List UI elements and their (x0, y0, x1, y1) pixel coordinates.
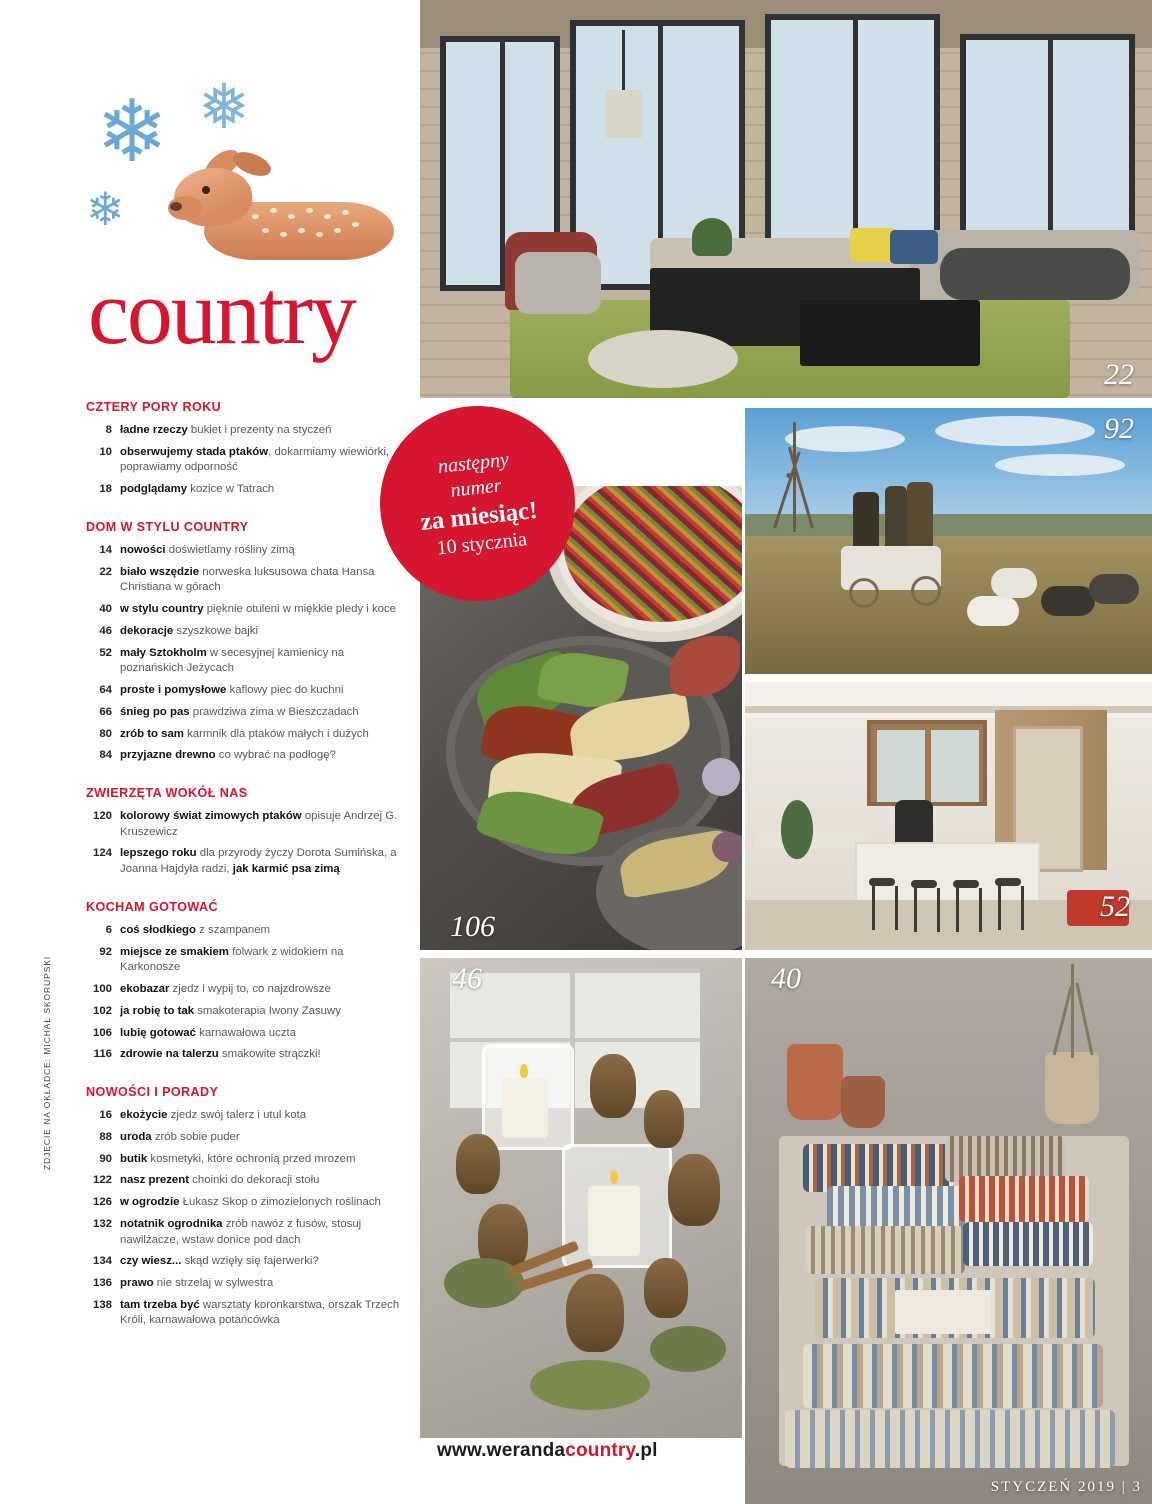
toc-entry-title: dekoracje (120, 624, 174, 637)
toc-entry-desc: zrób sobie puder (151, 1130, 240, 1143)
toc-entry-page: 22 (99, 565, 112, 578)
toc-entry-title: zrób to sam (120, 727, 184, 740)
toc-entry-desc: dla przyrody życzy Dorota Sumińska, a Joanna Hajdyła radzi, (120, 847, 397, 876)
snowflake-icon: ❄ (96, 84, 169, 180)
toc-entry-page: 124 (92, 847, 112, 860)
toc-entry[interactable] (86, 1152, 406, 1168)
toc-section-heading: NOWOŚCI I PORADY (86, 1085, 219, 1100)
toc-entry-desc: z szampanem (195, 923, 271, 936)
toc-entry-text (120, 1152, 406, 1168)
toc-entry[interactable] (86, 982, 406, 998)
toc-entry-title: obserwujemy stada ptaków (120, 445, 269, 458)
toc-entry-desc: skąd wzięły się fajerwerki? (181, 1255, 319, 1268)
toc-entry-text (120, 705, 406, 721)
toc-entry[interactable] (86, 1173, 406, 1189)
toc-entry-desc: nie strzelaj w sylwestra (153, 1276, 274, 1289)
toc-entry-page: 90 (99, 1152, 112, 1165)
snowflake-icon: ❅ (198, 73, 250, 142)
toc-entry-desc: zjedz swój talerz i utul kota (167, 1109, 307, 1122)
toc-entry-title: ładne rzeczy (120, 424, 188, 436)
toc-entry-page: 18 (99, 483, 112, 496)
toc-entry-page: 64 (99, 684, 112, 697)
toc-section (86, 900, 406, 1063)
toc-entry-text (120, 1173, 406, 1189)
toc-entry-title: ekożycie (120, 1109, 168, 1122)
toc-entry-title: ekobazar (120, 983, 170, 996)
toc-entry-page: 116 (93, 1048, 112, 1061)
badge-line-2: numer (449, 474, 503, 502)
toc-entry-desc: karmnik dla ptaków małych i dużych (183, 727, 369, 740)
toc-entry[interactable] (86, 1026, 406, 1042)
toc-entry-title: uroda (120, 1130, 152, 1143)
toc-entry-text (120, 1026, 406, 1042)
toc-entry-text (120, 727, 406, 743)
toc-entry[interactable] (86, 543, 406, 559)
toc-entry-title: czy wiesz... (120, 1255, 182, 1268)
toc-entry-desc: smakoterapia Iwony Zasuwy (194, 1004, 341, 1017)
page-number-46: 46 (452, 962, 482, 995)
website-url-highlight: country (565, 1440, 635, 1461)
toc-entry-page: 126 (92, 1196, 112, 1209)
toc-entry-desc: karnawałowa uczta (195, 1026, 296, 1039)
cover-photo-credit: ZDJĘCIE NA OKŁADCE: MICHAŁ SKORUPSKI (42, 955, 52, 1170)
toc-entry-title: lubię gotować (120, 1026, 196, 1039)
table-of-contents (86, 400, 406, 1351)
toc-entry-title: coś słodkiego (120, 923, 196, 936)
toc-section-heading: DOM W STYLU COUNTRY (86, 519, 249, 534)
toc-entry-desc: kozice w Tatrach (187, 483, 275, 496)
toc-entry-text (120, 646, 406, 677)
toc-entry[interactable] (86, 683, 406, 699)
toc-entry-title: prawo (120, 1276, 154, 1289)
toc-entry-page: 122 (92, 1174, 112, 1187)
snowflake-icon: ❄ (86, 183, 125, 235)
toc-entry-title: kolorowy świat zimowych ptaków (120, 810, 302, 823)
toc-entry[interactable] (86, 945, 406, 976)
toc-entry-page: 46 (99, 624, 112, 637)
toc-entry-desc: smakowite strączki! (218, 1048, 321, 1061)
toc-entry[interactable] (86, 1195, 406, 1211)
toc-entry[interactable] (86, 1254, 406, 1270)
toc-entry-page: 52 (99, 646, 112, 659)
toc-entry-title: miejsce ze smakiem (120, 945, 229, 958)
toc-entry[interactable] (86, 1047, 406, 1063)
toc-entry-desc: pięknie otuleni w miękkie pledy i koce (203, 603, 397, 616)
toc-entry-title: biało wszędzie (120, 565, 200, 578)
toc-entry-title-2: jak karmić psa zimą (232, 863, 340, 876)
toc-entry[interactable] (86, 705, 406, 721)
badge-line-1: następny (436, 448, 510, 478)
toc-entry-desc: zrób nawóz z fusów, stosuj nawilżacze, wstaw donice pod dach (120, 1217, 362, 1246)
website-url-tld: .pl (634, 1440, 658, 1461)
toc-entry-text (120, 482, 406, 498)
toc-entry-text (120, 748, 406, 764)
masthead (78, 60, 418, 363)
toc-entry-page: 138 (92, 1298, 112, 1311)
toc-entry-desc: prawdziwa zima w Bieszczadach (189, 705, 359, 718)
toc-section-heading: ZWIERZĘTA WOKÓŁ NAS (86, 786, 248, 801)
toc-entry[interactable] (86, 445, 406, 476)
toc-entry-desc: co wybrać na podłogę? (215, 749, 336, 762)
toc-entry-title: nowości (120, 543, 166, 556)
toc-entry-desc: zjedz i wypij to, co najzdrowsze (169, 983, 331, 996)
toc-entry-desc: w secesyjnej kamienicy na poznańskich Jeżycach (120, 646, 345, 675)
toc-entry-text (120, 1108, 406, 1124)
toc-entry[interactable] (86, 846, 406, 877)
toc-entry-page: 106 (92, 1026, 112, 1039)
toc-entry-title: lepszego roku (120, 847, 197, 860)
toc-entry-text (120, 602, 406, 618)
toc-entry-desc: doświetlamy rośliny zimą (165, 543, 295, 556)
toc-entry[interactable] (86, 1130, 406, 1146)
toc-entry-title: przyjazne drewno (120, 749, 216, 762)
photo-kitchen-interior (745, 682, 1152, 950)
badge-line-4: 10 stycznia (435, 527, 528, 559)
toc-entry[interactable] (86, 423, 406, 439)
toc-entry-page: 40 (99, 603, 112, 616)
toc-entry[interactable] (86, 923, 406, 939)
toc-entry-page: 134 (92, 1255, 112, 1268)
left-column (0, 0, 420, 1504)
page-number-52: 52 (1100, 890, 1130, 923)
toc-entry-desc: Łukasz Skop o zimozielonych roślinach (179, 1196, 381, 1209)
toc-entry-title: ja robię to tak (120, 1004, 195, 1017)
toc-entry-text (120, 1276, 406, 1292)
page-number-22: 22 (1104, 358, 1134, 391)
toc-entry[interactable] (86, 809, 406, 840)
toc-entry-page: 132 (92, 1217, 112, 1230)
photo-candles-pinecones (420, 958, 742, 1438)
toc-entry-title: w ogrodzie (120, 1196, 180, 1209)
toc-section (86, 520, 406, 764)
toc-entry-text (120, 1217, 406, 1248)
toc-section-heading: KOCHAM GOTOWAĆ (86, 899, 218, 914)
toc-entry-page: 6 (105, 923, 112, 936)
toc-entry-desc: warsztaty koronkarstwa, orszak Trzech Króli, karnawałowa potańcówka (120, 1298, 400, 1327)
toc-entry-desc: bukiet i prezenty na styczeń (187, 424, 332, 436)
toc-entry-text (120, 982, 406, 998)
toc-entry-text (120, 1254, 406, 1270)
photo-sheep-field (745, 408, 1152, 674)
page-number-40: 40 (771, 962, 801, 995)
toc-entry-text (120, 923, 406, 939)
toc-entry-text (120, 624, 406, 640)
toc-entry-page: 88 (99, 1130, 112, 1143)
next-issue-badge (380, 406, 575, 601)
toc-entry-text (120, 809, 406, 840)
toc-entry-desc: choinki do dekoracji stołu (189, 1174, 320, 1187)
toc-entry[interactable] (86, 1004, 406, 1020)
toc-entry-page: 84 (99, 749, 112, 762)
page-number-92: 92 (1104, 412, 1134, 445)
website-url[interactable] (437, 1440, 658, 1462)
toc-entry-title: notatnik ogrodnika (120, 1217, 223, 1230)
toc-entry-page: 92 (99, 945, 112, 958)
toc-entry[interactable] (86, 727, 406, 743)
toc-entry-title: proste i pomysłowe (120, 684, 227, 697)
badge-line-3: za miesiąc! (419, 496, 539, 536)
photo-cabin-living-room (420, 0, 1152, 398)
toc-entry-title: nasz prezent (120, 1174, 189, 1187)
toc-entry-title: tam trzeba być (120, 1298, 200, 1311)
toc-entry[interactable] (86, 482, 406, 498)
toc-entry[interactable] (86, 748, 406, 764)
toc-entry-page: 120 (92, 810, 112, 823)
toc-entry-page: 16 (99, 1109, 112, 1122)
toc-entry-text (120, 445, 406, 476)
photo-pillows-blankets (745, 958, 1152, 1504)
toc-entry-title: w stylu country (120, 603, 204, 616)
toc-entry-page: 100 (92, 983, 112, 996)
toc-entry-text (120, 945, 406, 976)
toc-entry-title: śnieg po pas (120, 705, 190, 718)
toc-section (86, 1085, 406, 1329)
toc-entry-text (120, 565, 406, 596)
toc-entry-page: 66 (99, 705, 112, 718)
toc-entry-page: 14 (99, 543, 112, 556)
toc-entry-page: 10 (99, 445, 112, 458)
toc-entry[interactable] (86, 1108, 406, 1124)
toc-entry-text (120, 1047, 406, 1063)
toc-entry-desc: , dokarmiamy wiewiórki, poprawiamy odporność (120, 445, 390, 474)
toc-entry-desc: folwark z widokiem na Karkonosze (120, 945, 344, 974)
toc-entry-page: 8 (105, 424, 112, 436)
toc-entry-desc: kaflowy piec do kuchni (226, 684, 344, 697)
toc-entry-title: podglądamy (120, 483, 188, 496)
toc-entry-text (120, 1004, 406, 1020)
page-number-106: 106 (450, 910, 495, 943)
toc-entry-text (120, 423, 406, 439)
toc-entry-title: mały Sztokholm (120, 646, 207, 659)
deer-figurine (174, 156, 414, 266)
toc-section (86, 400, 406, 498)
magazine-logo: country (88, 261, 356, 363)
toc-entry-title: butik (120, 1152, 148, 1165)
toc-entry-text (120, 1130, 406, 1146)
issue-footer: STYCZEŃ 2019 | 3 (990, 1479, 1142, 1495)
toc-entry[interactable] (86, 646, 406, 677)
toc-entry-page: 80 (99, 727, 112, 740)
toc-entry-text (120, 543, 406, 559)
toc-entry-text (120, 1195, 406, 1211)
toc-section (86, 786, 406, 878)
website-url-prefix: www.weranda (437, 1440, 566, 1461)
toc-entry-text (120, 846, 406, 877)
toc-entry-desc: kosmetyki, które ochronią przed mrozem (147, 1152, 356, 1165)
toc-entry-page: 102 (92, 1004, 112, 1017)
toc-entry-desc: szyszkowe bajki (173, 624, 259, 637)
toc-entry[interactable] (86, 1276, 406, 1292)
toc-entry-page: 136 (92, 1276, 112, 1289)
toc-entry[interactable] (86, 1217, 406, 1248)
toc-entry-desc: opisuje Andrzej G. Kruszewicz (120, 810, 398, 838)
toc-entry-title: zdrowie na talerzu (120, 1048, 219, 1061)
toc-entry[interactable] (86, 565, 406, 596)
toc-entry[interactable] (86, 624, 406, 640)
toc-entry[interactable] (86, 1298, 406, 1329)
toc-entry[interactable] (86, 602, 406, 618)
toc-entry-text (120, 683, 406, 699)
toc-entry-text (120, 1298, 406, 1329)
toc-entry-desc: norweska luksusowa chata Hansa Christiana w górach (120, 565, 375, 594)
toc-section-heading: CZTERY PORY ROKU (86, 400, 222, 414)
